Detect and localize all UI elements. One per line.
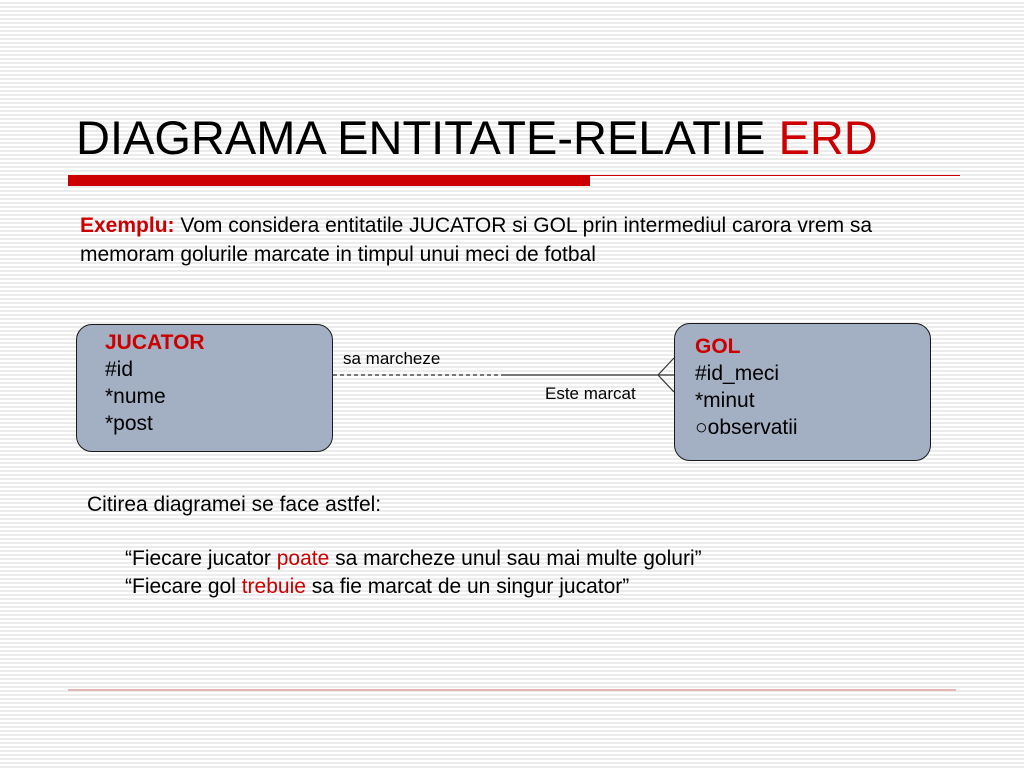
entity-jucator-attr-post: *post [105, 412, 153, 435]
reading-quotes [125, 545, 702, 601]
title-main: DIAGRAMA ENTITATE-RELATIE [76, 111, 766, 164]
relationship-label-este-marcat: Este marcat [545, 384, 636, 403]
intro-text: Vom considera entitatile JUCATOR si GOL prin intermediul carora vrem sa memoram golurile marcate in timpul unui meci de fotbal [80, 214, 873, 266]
entity-gol-attr-id-meci: #id_meci [695, 362, 780, 385]
entity-gol-name: GOL [695, 335, 741, 358]
quote-2-highlight: trebuie [241, 575, 306, 598]
quote-line-2 [125, 573, 702, 601]
intro-label: Exemplu: [80, 214, 175, 237]
reading-heading: Citirea diagramei se face astfel: [87, 493, 382, 516]
crows-foot-lower [658, 375, 674, 392]
entity-gol-attr-observatii: ○observatii [695, 416, 798, 439]
quote-line-1 [125, 545, 702, 573]
entity-gol-attr-minut: *minut [695, 389, 755, 412]
title-accent: ERD [778, 111, 878, 164]
quote-2-prefix: “Fiecare gol [125, 575, 242, 598]
entity-jucator-attr-id: #id [105, 358, 134, 381]
footer-rule [68, 689, 956, 691]
quote-1-prefix: “Fiecare jucator [125, 547, 277, 570]
crows-foot-upper [658, 358, 674, 375]
entity-jucator-attr-nume: *nume [105, 385, 166, 408]
entity-jucator-name: JUCATOR [105, 331, 205, 354]
quote-1-highlight: poate [276, 547, 330, 570]
quote-1-suffix: sa marcheze unul sau mai multe goluri” [329, 547, 702, 570]
relationship-label-sa-marcheze: sa marcheze [343, 349, 441, 368]
quote-2-suffix: sa fie marcat de un singur jucator” [305, 575, 630, 598]
